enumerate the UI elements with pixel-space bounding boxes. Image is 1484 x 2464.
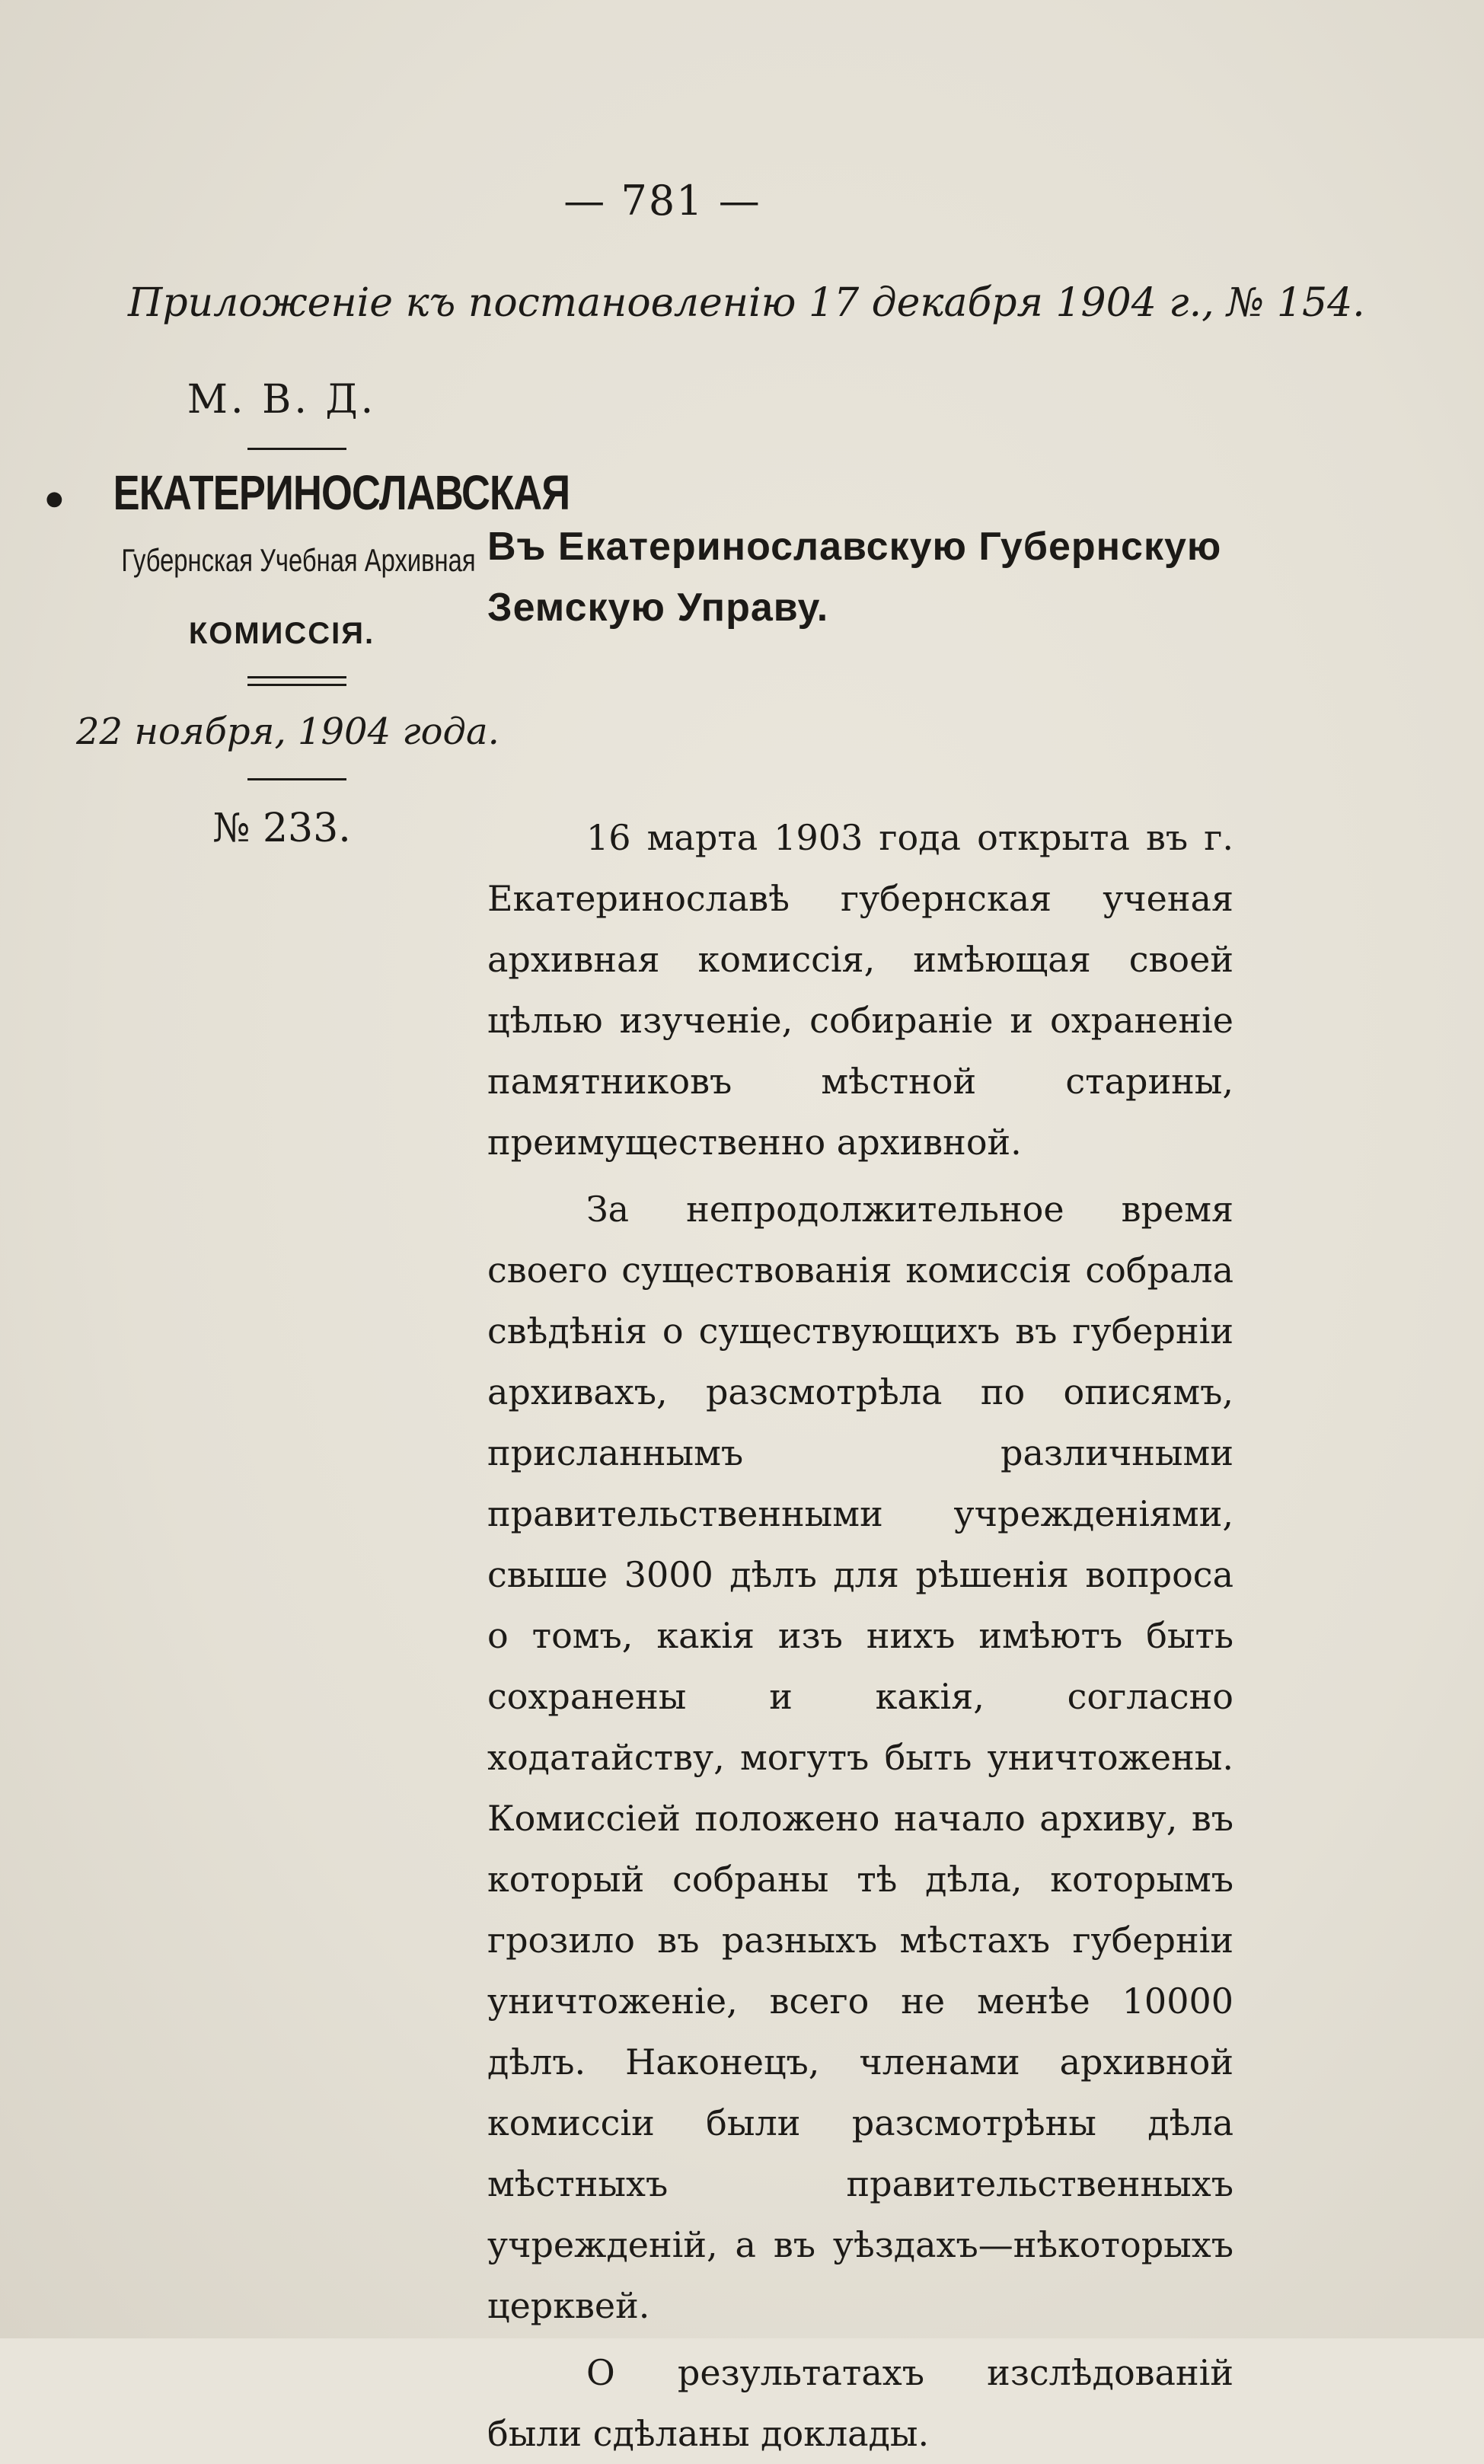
body-paragraph-3: О результатахъ изслѣдованій были сдѣланы доклады.: [487, 2352, 1233, 2454]
addressee: [487, 516, 1221, 638]
body-paragraph-1: 16 марта 1903 года открыта въ г. Екатеринославѣ губернская ученая архивная комиссія, имѣющая своей цѣлью изученіе, собираніе и охраненіе памятниковъ мѣстной старины, преимущественно архивной.: [487, 817, 1233, 1163]
margin-mark: ●: [46, 487, 63, 510]
letter-body: [487, 807, 1233, 2464]
body-paragraph-2: За непродолжительное время своего существованія комиссія собрала свѣдѣнія о существующихъ въ губерніи архивахъ, разсмотрѣла по описямъ, присланнымъ различными правительственными учрежденіями, свыше 3000 дѣлъ для рѣшенія вопроса о томъ, какія изъ нихъ имѣютъ быть сохранены и какія, согласно ходатайству, могутъ быть уничтожены. Комиссіей положено начало архиву, въ который собраны тѣ дѣла, которымъ грозило въ разныхъ мѣстахъ губерніи уничтоженіе, всего не менѣе 10000 дѣлъ. Наконецъ, членами архивной комиссіи были разсмотрѣны дѣла мѣстныхъ правительственныхъ учрежденій, а въ уѣздахъ—нѣкоторыхъ церквей.: [487, 1189, 1233, 2326]
stamp-org-commission: КОМИССІЯ.: [188, 617, 375, 650]
addressee-line-1: Въ Екатеринославскую Губернскую: [487, 525, 1222, 569]
stamp-double-rule-top: [247, 676, 346, 678]
stamp-ministry: М. В. Д.: [187, 377, 377, 423]
appendix-heading: Приложеніе къ постановленію 17 декабря 1904 г., № 154.: [128, 280, 1365, 326]
stamp-rule-lower: [247, 778, 346, 780]
stamp-org-subtitle: Губернская Учебная Архивная: [121, 542, 476, 578]
stamp-org-name: ЕКАТЕРИНОСЛАВСКАЯ: [113, 465, 570, 520]
page-number: — 781 —: [563, 177, 761, 225]
stamp-rule: [247, 448, 346, 450]
stamp-document-number: № 233.: [212, 806, 351, 851]
addressee-line-2: Земскую Управу.: [487, 586, 829, 630]
stamp-double-rule-bottom: [247, 684, 346, 686]
stamp-date: 22 ноября, 1904 года.: [76, 710, 499, 753]
